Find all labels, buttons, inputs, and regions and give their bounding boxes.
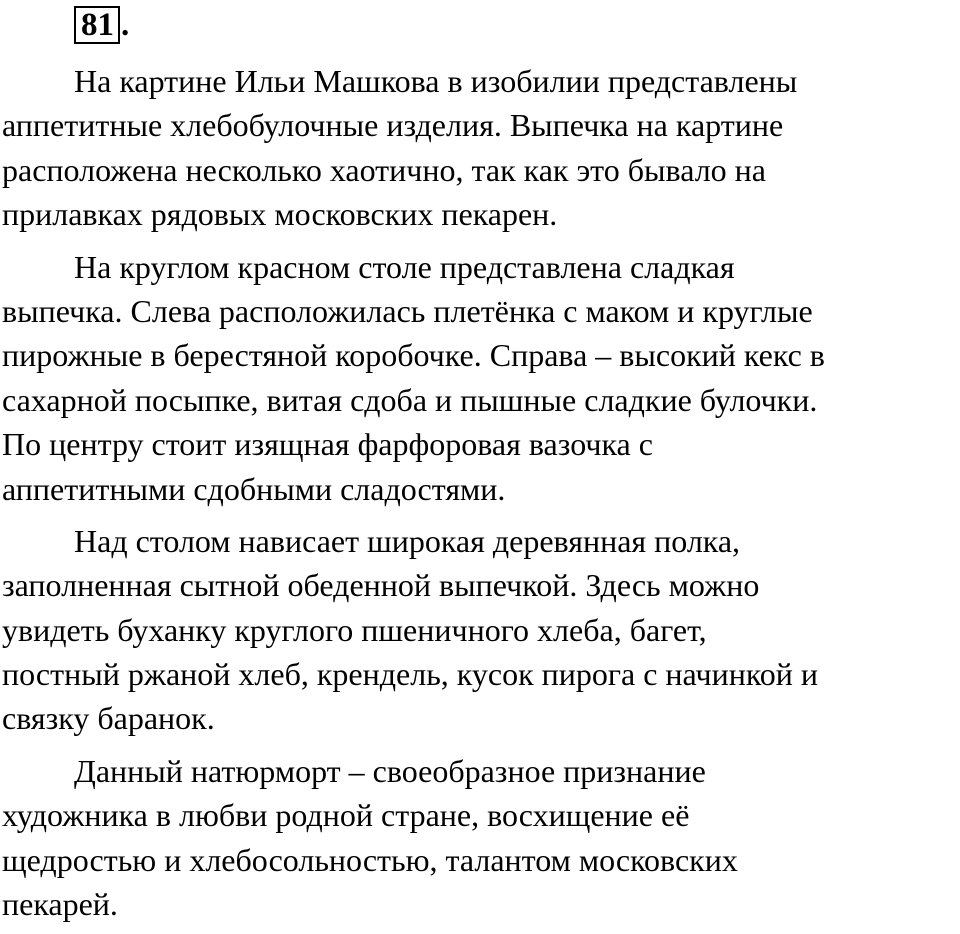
paragraph-2 [2,245,960,511]
text-line: выпечка. Слева расположилась плетёнка с маком и круглые [2,292,813,329]
text-line: связку баранок. [2,700,215,737]
text-line: прилавках рядовых московских пекарен. [2,196,558,233]
text-line: щедростью и хлебосольностью, талантом московских [2,841,738,878]
text-line: На круглом красном столе представлена сладкая [74,248,735,285]
text-line: пирожные в берестяной коробочке. Справа – высокий кекс в [2,337,825,374]
text-line: На картине Ильи Машкова в изобилии представлены [74,63,798,99]
answer-text [2,59,960,934]
paragraph-1 [2,59,960,237]
text-line: увидеть буханку круглого пшеничного хлеба, багет, [2,611,707,648]
text-line: По центру стоит изящная фарфоровая вазочка с [2,426,653,463]
text-line: постный ржаной хлеб, крендель, кусок пирога с начинкой и [2,656,818,693]
text-line: аппетитные хлебобулочные изделия. Выпечка на картине [2,107,784,144]
text-line: художника в любви родной стране, восхищение её [2,797,690,834]
text-line: сахарной посыпке, витая сдоба и пышные сладкие булочки. [2,381,818,418]
paragraph-3 [2,519,960,741]
paragraph-4 [2,749,960,927]
text-line: аппетитными сдобными сладостями. [2,470,506,507]
text-line: пекарей. [2,886,118,923]
text-line: Данный натюрморт – своеобразное признание [74,752,706,789]
task-number-box: 81 [74,6,120,44]
text-line: расположена несколько хаотично, так как это бывало на [2,151,766,188]
task-number [74,6,129,44]
text-line: заполненная сытной обеденной выпечкой. Здесь можно [2,567,760,604]
task-number-dot: . [121,7,130,43]
text-line: Над столом нависает широкая деревянная полка, [74,522,741,559]
